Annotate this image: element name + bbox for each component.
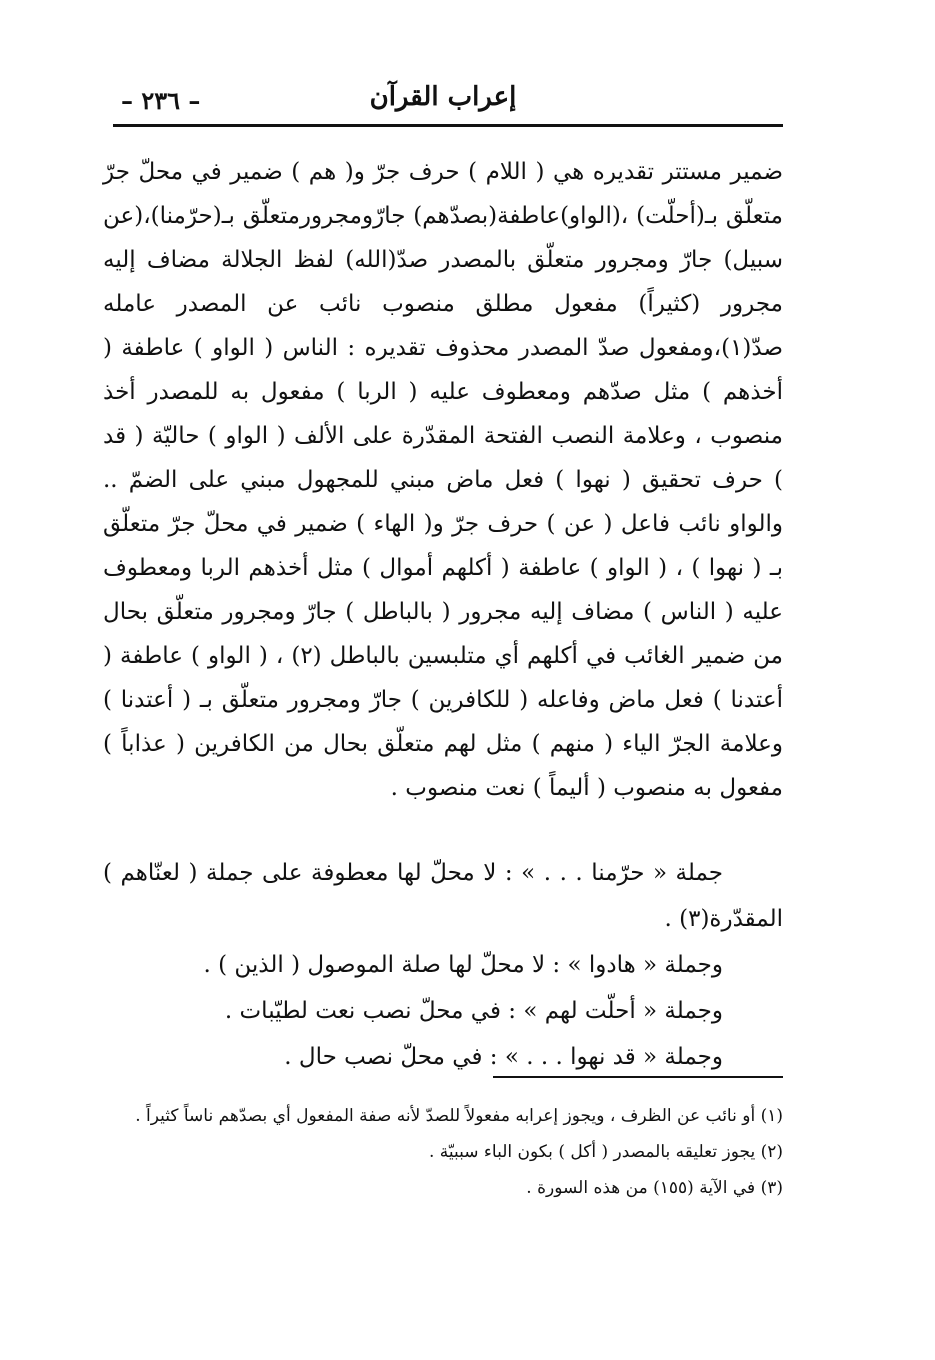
body-paragraph: ضمير مستتر تقديره هي ( اللام ) حرف جرّ و( هم ) ضمير في محلّ جرّ متعلّق بـ(أحلّت) ،(الواو)عاطفة(بصدّهم) جارّومجرورمتعلّق بـ(حرّمنا)،(عن سبيل) جارّ ومجرور متعلّق بالمصدر صدّ(الله) لفظ الجلالة مضاف إليه مجرور (كثيراً) مفعول مطلق منصوب نائب عن المصدر عامله صدّ(١)،ومفعول صدّ المصدر محذوف تقديره : الناس ( الواو ) عاطفة ( أخذهم ) مثل صدّهم ومعطوف عليه ( الربا ) مفعول به للمصدر أخذ منصوب ، وعلامة النصب الفتحة المقدّرة على الألف ( الواو ) حاليّة ( قد ) حرف تحقيق ( نهوا ) فعل ماض مبني للمجهول مبني على الضمّ .. والواو نائب فاعل ( عن ) حرف جرّ و( الهاء ) ضمير في محلّ جرّ متعلّق بـ ( نهوا ) ، ( الواو ) عاطفة ( أكلهم أموال ) مثل أخذهم الربا ومعطوف عليه ( الناس ) مضاف إليه مجرور ( بالباطل ) جارّ ومجرور متعلّق بحال من ضمير الغائب في أكلهم أي متلبسين بالباطل (٢) ، ( الواو ) عاطفة ( أعتدنا ) فعل ماض وفاعله ( للكافرين ) جارّ ومجرور متعلّق بـ ( أعتدنا ) وعلامة الجرّ الياء ( منهم ) مثل لهم متعلّق بحال من الكافرين ( عذاباً ) مفعول به منصوب ( أليماً ) نعت منصوب . (103, 159, 783, 801)
sentence-analysis (103, 850, 783, 1080)
footnote-1: (١) أو نائب عن الظرف ، ويجوز إعرابه مفعولاً للصدّ لأنه صفة المفعول أي بصدّهم ناساً كثيراً . (135, 1106, 783, 1126)
header-divider (113, 124, 783, 127)
footnotes (103, 1098, 783, 1206)
footnote-2: (٢) يجوز تعليقه بالمصدر ( أكل ) بكون الباء سببيّة . (428, 1142, 783, 1162)
footnote-3: (٣) في الآية (١٥٥) من هذه السورة . (526, 1178, 783, 1198)
sentence-item: وجملة « هادوا » : لا محلّ لها صلة الموصول ( الذين ) . (203, 952, 723, 978)
footnote-divider (493, 1076, 783, 1078)
sentence-item: وجملة « أحلّت لهم » : في محلّ نصب نعت لطيّبات . (224, 998, 723, 1024)
page-number: – ٢٣٦ – (121, 86, 201, 115)
main-text (103, 150, 783, 810)
page-header (113, 78, 779, 122)
sentence-item: وجملة « قد نهوا . . . » : في محلّ نصب حال . (284, 1044, 723, 1070)
sentence-first: جملة « حرّمنا . . . » : لا محلّ لها معطوفة على جملة ( لعنّاهم ) المقدّرة(٣) . (103, 860, 783, 932)
running-title: إعراب القرآن (369, 82, 517, 112)
